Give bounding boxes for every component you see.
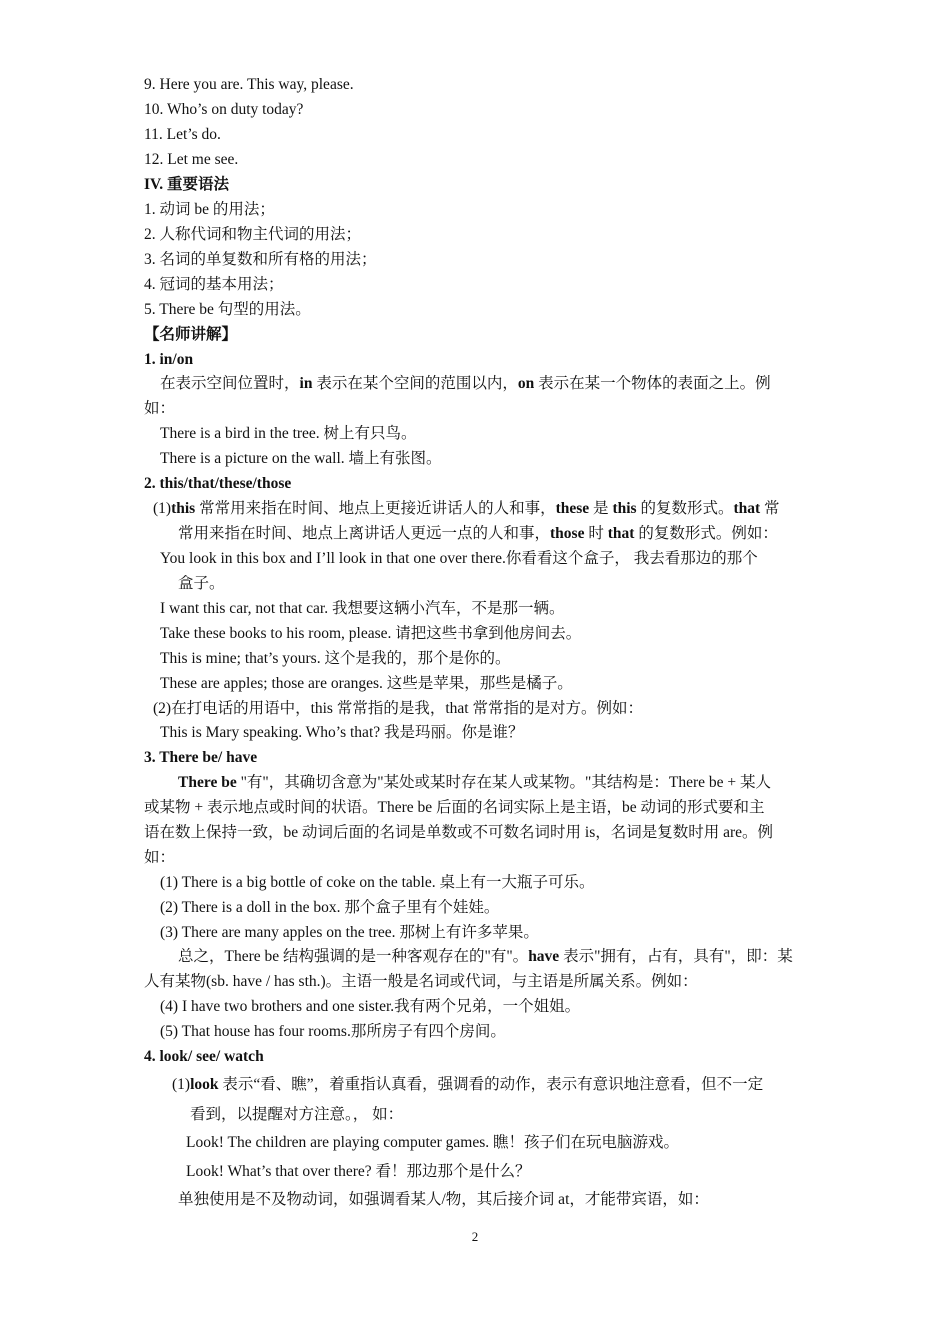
text-line [160, 873, 595, 893]
text-line [144, 972, 698, 992]
text-line [178, 1190, 709, 1210]
text-line [144, 275, 284, 295]
bold-text: this [171, 500, 196, 517]
text-segment: 4. 冠词的基本用法； [144, 276, 284, 293]
text-line [190, 1105, 403, 1125]
text-line [144, 748, 257, 768]
text-segment: (1) [153, 500, 172, 517]
text-segment: 如： [144, 400, 176, 417]
text-segment: (1) [172, 1076, 191, 1093]
text-line [160, 549, 758, 569]
text-segment: 常用来指在时间、地点上离讲话人更远一点的人和事， [178, 525, 551, 542]
text-segment: You look in this box and I’ll look in that one over there.你看看这个盒子， 我去看那边的那个 [160, 550, 758, 567]
text-segment: 单独使用是不及物动词，如强调看某人/物，其后接介词 at，才能带宾语，如： [178, 1191, 709, 1208]
text-segment: 1. 动词 be 的用法； [144, 201, 275, 218]
text-line [144, 823, 773, 843]
text-segment: 时 [584, 525, 608, 542]
text-segment: 语在数上保持一致，be 动词后面的名词是单数或不可数名词时用 is，名词是复数时用 are。例 [144, 824, 774, 841]
text-segment: 在表示空间位置时， [160, 375, 300, 392]
text-segment: There is a bird in the tree. 树上有只鸟。 [160, 425, 417, 442]
text-line [160, 449, 442, 469]
text-segment: 如： [144, 849, 176, 866]
bold-text: those [550, 525, 585, 542]
text-line [144, 100, 303, 120]
text-segment: 的复数形式。 [636, 500, 734, 517]
text-line [160, 424, 417, 444]
text-segment: Take these books to his room, please. 请把这些书拿到他房间去。 [160, 625, 582, 642]
text-line [178, 524, 778, 544]
text-segment: 总之，There be 结构强调的是一种客观存在的"有"。 [178, 948, 529, 965]
bold-text: in [299, 375, 313, 392]
text-line [160, 624, 581, 644]
text-segment: I want this car, not that car. 我想要这辆小汽车，不是那一辆。 [160, 600, 565, 617]
text-line [144, 125, 221, 145]
text-segment: 盒子。 [178, 575, 225, 592]
text-line [144, 300, 311, 320]
text-segment: These are apples; those are oranges. 这些是苹果，那些是橘子。 [160, 675, 573, 692]
text-line [144, 798, 765, 818]
text-segment: "有"，其确切含意为"某处或某时存在某人或某物。"其结构是：There be + 某人 [236, 774, 772, 791]
text-line [160, 923, 539, 943]
text-segment: 表示"拥有，占有，具有"，即：某 [559, 948, 793, 965]
text-line [144, 75, 354, 95]
bold-text: 3. There be/ have [144, 749, 258, 766]
bold-text: 【名师讲解】 [144, 326, 238, 343]
text-line [186, 1162, 531, 1182]
bold-text: 2. this/that/these/those [144, 475, 292, 492]
text-line [160, 599, 564, 619]
text-segment: (2)在打电话的用语中，this 常常指的是我，that 常常指的是对方。例如： [153, 700, 643, 717]
text-line [153, 499, 780, 519]
bold-text: on [517, 375, 535, 392]
text-segment: 表示“看、瞧”，着重指认真看，强调看的动作，表示有意识地注意看，但不一定 [218, 1076, 764, 1093]
text-segment: 表示在某个空间的范围以内， [312, 375, 518, 392]
text-line [144, 225, 361, 245]
bold-text: that [733, 500, 761, 517]
text-line [160, 723, 524, 743]
text-segment: 的复数形式。例如： [634, 525, 778, 542]
text-segment: 10. Who’s on duty today? [144, 101, 304, 118]
page-number: 2 [471, 1229, 479, 1244]
text-line [160, 674, 573, 694]
text-line [144, 250, 377, 270]
text-segment: 3. 名词的单复数和所有格的用法； [144, 251, 377, 268]
text-segment: 5. There be 句型的用法。 [144, 301, 311, 318]
text-segment: There is a picture on the wall. 墙上有张图。 [160, 450, 442, 467]
text-line [144, 200, 275, 220]
text-segment: Look! What’s that over there? 看！那边那个是什么？ [186, 1163, 531, 1180]
text-segment: 表示在某一个物体的表面之上。例 [534, 375, 771, 392]
text-line [144, 1047, 264, 1067]
text-line [153, 699, 643, 719]
text-line [160, 997, 580, 1017]
text-line [160, 374, 771, 394]
text-segment: Look! The children are playing computer games. 瞧！孩子们在玩电脑游戏。 [186, 1134, 680, 1151]
text-line [160, 649, 510, 669]
text-line [178, 574, 225, 594]
bold-text: 4. look/ see/ watch [144, 1048, 264, 1065]
text-segment: 12. Let me see. [144, 151, 239, 168]
text-segment: This is Mary speaking. Who’s that? 我是玛丽。你是谁？ [160, 724, 524, 741]
text-segment: 人有某物(sb. have / has sth.)。主语一般是名词或代词，与主语是所属关系。例如： [144, 973, 698, 990]
text-segment: (1) There is a big bottle of coke on the table. 桌上有一大瓶子可乐。 [160, 874, 595, 891]
text-line [144, 350, 193, 370]
text-segment: (5) That house has four rooms.那所房子有四个房间。 [160, 1023, 506, 1040]
text-line [144, 399, 175, 419]
bold-text: have [528, 948, 560, 965]
text-segment: 看到，以提醒对方注意。， 如： [190, 1106, 404, 1123]
text-segment: 11. Let’s do. [144, 126, 221, 143]
text-line [160, 898, 499, 918]
text-line [172, 1075, 763, 1095]
text-line [178, 773, 771, 793]
bold-text: IV. 重要语法 [144, 176, 229, 193]
text-segment: (2) There is a doll in the box. 那个盒子里有个娃娃。 [160, 899, 500, 916]
bold-text: this [612, 500, 637, 517]
text-line [144, 175, 229, 195]
text-line [144, 848, 175, 868]
text-segment: This is mine; that’s yours. 这个是我的，那个是你的。 [160, 650, 511, 667]
text-line [144, 325, 237, 345]
bold-text: that [607, 525, 635, 542]
text-segment: 9. Here you are. This way, please. [144, 76, 354, 93]
text-line [144, 474, 291, 494]
text-line [144, 150, 238, 170]
text-line [186, 1133, 679, 1153]
bold-text: There be [178, 774, 237, 791]
text-segment: 常 [760, 500, 780, 517]
text-segment: (4) I have two brothers and one sister.我有两个兄弟，一个姐姐。 [160, 998, 581, 1015]
text-segment: 2. 人称代词和物主代词的用法； [144, 226, 362, 243]
text-segment: 或某物 + 表示地点或时间的状语。There be 后面的名词实际上是主语，be 动词的形式要和主 [144, 799, 765, 816]
text-line [160, 1022, 506, 1042]
text-segment: (3) There are many apples on the tree. 那树上有许多苹果。 [160, 924, 539, 941]
text-segment: 常常用来指在时间、地点上更接近讲话人的人和事， [195, 500, 556, 517]
text-segment: 是 [589, 500, 613, 517]
bold-text: 1. in/on [144, 351, 194, 368]
text-line [178, 947, 793, 967]
bold-text: these [555, 500, 590, 517]
bold-text: look [190, 1076, 219, 1093]
